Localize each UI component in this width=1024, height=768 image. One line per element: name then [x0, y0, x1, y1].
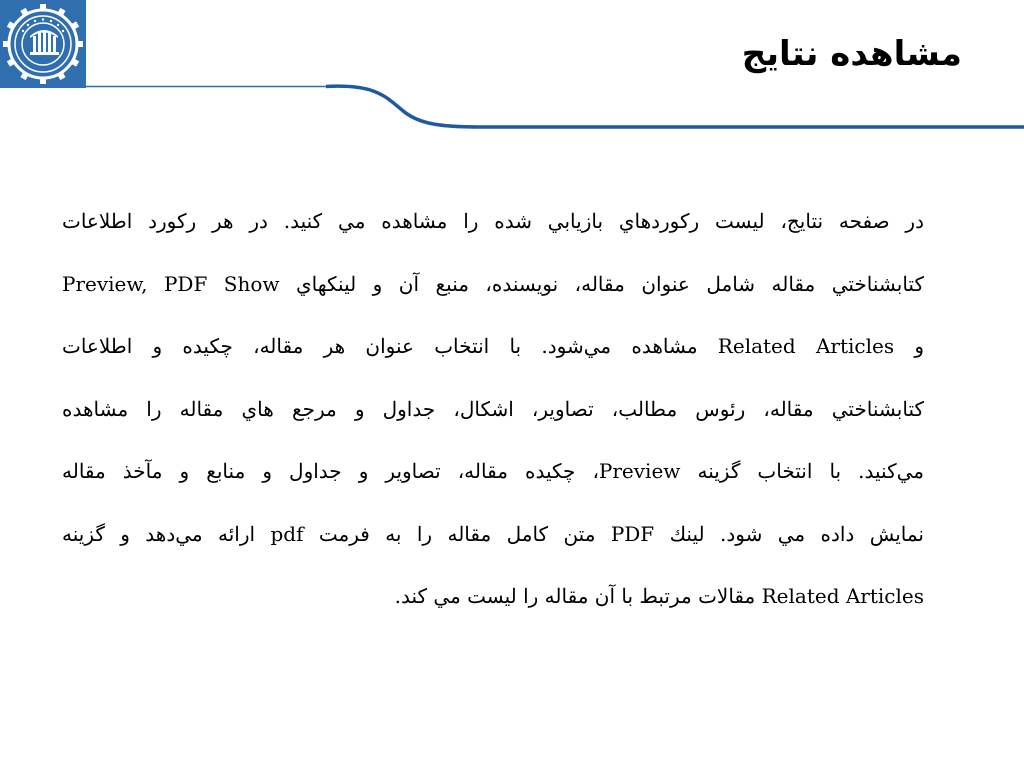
paragraph-line: نمايش داده مي شود. لينك PDF متن کامل مقاله را به فرمت pdf ارائه مي‌دهد و گزينه: [62, 521, 924, 546]
paragraph-line: در صفحه نتايج، ليست رکوردهاي بازيابي شده را مشاهده مي کنيد. در هر رکورد اطلاعات: [62, 209, 924, 233]
body-paragraph: [62, 190, 924, 628]
paragraph-line: مي‌کنيد. با انتخاب گزينه Preview، چکيده مقاله، تصاوير و جداول و منابع و مآخذ مقاله: [62, 459, 924, 483]
paragraph-line: کتابشناختي مقاله شامل عنوان مقاله، نويسنده، منبع آن و لينکهاي Preview, PDF Show: [62, 271, 924, 296]
paragraph-line: و Related Articles مشاهده مي‌شود. با انتخاب عنوان هر مقاله، چکيده و اطلاعات: [62, 334, 924, 358]
slide-title: مشاهده نتايج: [741, 34, 962, 74]
paragraph-line: Related Articles مقالات مرتبط با آن مقاله را ليست مي کند.: [394, 584, 924, 608]
paragraph-line: کتابشناختي مقاله، رئوس مطالب، تصاوير، اشکال، جداول و مرجع هاي مقاله را مشاهده: [62, 396, 924, 421]
